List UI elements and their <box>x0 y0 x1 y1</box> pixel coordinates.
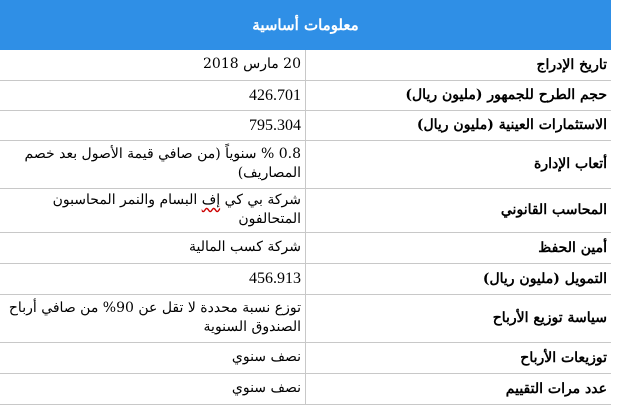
row-value-listing-date: 20 مارس 2018 <box>0 50 306 80</box>
row-value-management-fees: 0.8 % سنوياً (من صافي قيمة الأصول بعد خصم المصاريف) <box>0 140 306 188</box>
row-value-custodian: شركة كسب المالية <box>0 232 306 263</box>
row-value-dividend-distributions: نصف سنوي <box>0 342 306 373</box>
table-row <box>0 50 611 80</box>
auditor-line1-rest: البسام والنمر المحاسبون <box>52 192 198 208</box>
table-row <box>0 294 611 342</box>
table-row <box>0 110 611 140</box>
row-value-valuation-frequency: نصف سنوي <box>0 373 306 404</box>
row-label-custodian: أمين الحفظ <box>306 232 612 263</box>
row-label-public-offering-size: حجم الطرح للجمهور (مليون ريال) <box>306 80 612 110</box>
auditor-spellcheck-word: إف <box>201 192 221 208</box>
auditor-line1-start: شركة بي كي <box>224 192 301 208</box>
row-value-auditor <box>0 188 306 232</box>
row-value-financing: 456.913 <box>0 263 306 294</box>
row-value-dividend-policy: توزع نسبة محددة لا تقل عن 90% من صافي أرباح الصندوق السنوية <box>0 294 306 342</box>
row-label-valuation-frequency: عدد مرات التقييم <box>306 373 612 404</box>
table-header-row <box>0 0 611 50</box>
row-label-dividend-distributions: توزيعات الأرباح <box>306 342 612 373</box>
row-value-in-kind-investments: 795.304 <box>0 110 306 140</box>
table-row <box>0 342 611 373</box>
table-title: معلومات أساسية <box>0 0 611 50</box>
table-row <box>0 188 611 232</box>
table-row <box>0 232 611 263</box>
table-row <box>0 140 611 188</box>
row-label-in-kind-investments: الاستثمارات العينية (مليون ريال) <box>306 110 612 140</box>
row-label-auditor: المحاسب القانوني <box>306 188 612 232</box>
table-row <box>0 263 611 294</box>
row-label-dividend-policy: سياسة توزيع الأرباح <box>306 294 612 342</box>
row-label-listing-date: تاريخ الإدراج <box>306 50 612 80</box>
row-value-public-offering-size: 426.701 <box>0 80 306 110</box>
row-label-management-fees: أتعاب الإدارة <box>306 140 612 188</box>
table-row <box>0 373 611 404</box>
row-label-financing: التمويل (مليون ريال) <box>306 263 612 294</box>
table-row <box>0 80 611 110</box>
auditor-line2: المتحالفون <box>238 211 301 227</box>
